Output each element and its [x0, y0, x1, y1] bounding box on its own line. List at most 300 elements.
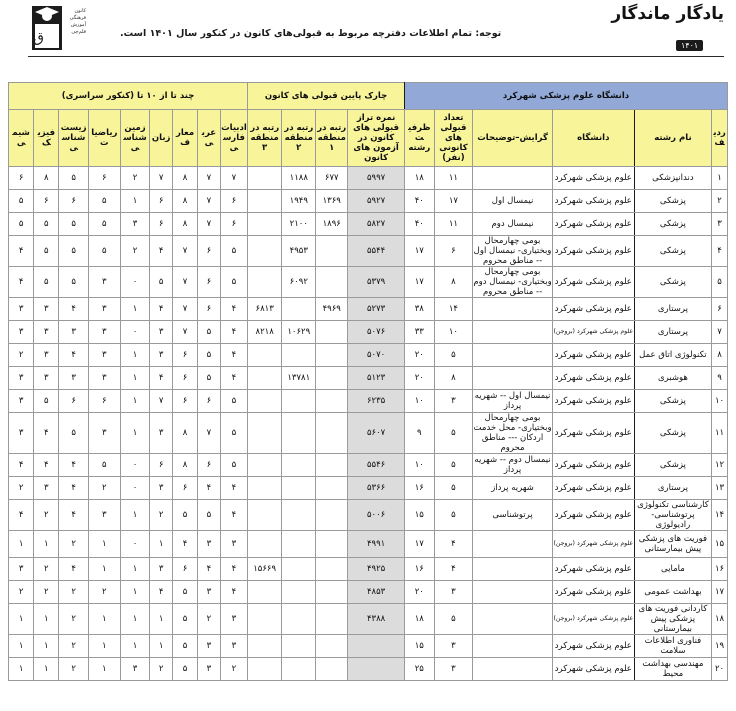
table-cell-zaban: ۳ — [150, 321, 173, 344]
group-university-title: دانشگاه علوم پزشکی شهرکرد — [405, 83, 728, 110]
table-cell-fizik: ۵ — [34, 267, 59, 298]
table-row[interactable] — [9, 167, 728, 190]
table-cell-radif: ۱۶ — [712, 558, 728, 581]
table-cell-radif: ۲۰ — [712, 658, 728, 681]
group-header-row — [9, 83, 728, 110]
table-cell-zaminshenasi: ۳ — [120, 213, 150, 236]
table-cell-university: علوم پزشکی شهرکرد — [552, 344, 634, 367]
table-cell-rank-region3 — [248, 531, 282, 558]
table-cell-rank-region3 — [248, 413, 282, 454]
table-cell-rank-region2 — [282, 454, 316, 477]
table-cell-adabiyat: ۴ — [220, 298, 247, 321]
table-cell-shimi: ۱ — [9, 531, 34, 558]
table-cell-accepted-count: ۵ — [434, 454, 473, 477]
table-cell-accepted-count: ۱۱ — [434, 213, 473, 236]
table-cell-capacity: ۱۸ — [405, 604, 435, 635]
table-cell-field-name: کاردانی فوریت های پزشکی پیش بیمارستانی — [634, 604, 711, 635]
table-cell-zistshenasi: ۴ — [59, 298, 89, 321]
th-university: دانشگاه — [552, 110, 634, 167]
table-cell-accepted-count: ۳ — [434, 635, 473, 658]
table-row[interactable] — [9, 321, 728, 344]
table-cell-score: ۵۹۲۷ — [348, 190, 405, 213]
table-cell-zistshenasi: ۴ — [59, 500, 89, 531]
table-cell-zaban: ۲ — [150, 500, 173, 531]
table-cell-rank-region1 — [316, 635, 348, 658]
table-cell-maaref: ۷ — [173, 236, 198, 267]
table-cell-rank-region2 — [282, 298, 316, 321]
table-cell-adabiyat: ۵ — [220, 236, 247, 267]
table-cell-rank-region1 — [316, 321, 348, 344]
table-cell-accepted-count: ۵ — [434, 500, 473, 531]
table-cell-zistshenasi: ۲ — [59, 635, 89, 658]
table-cell-maaref: ۵ — [173, 604, 198, 635]
table-cell-radif: ۸ — [712, 344, 728, 367]
table-cell-score: ۶۲۳۵ — [348, 390, 405, 413]
th-rank-region-1: رتبه در منطقه ۱ — [316, 110, 348, 167]
column-header-row — [9, 110, 728, 167]
table-cell-arabi: ۵ — [198, 500, 221, 531]
table-cell-university: علوم پزشکی شهرکرد — [552, 167, 634, 190]
table-cell-zaminshenasi: ۱ — [120, 344, 150, 367]
table-cell-notes — [473, 344, 553, 367]
table-cell-shimi: ۳ — [9, 413, 34, 454]
table-cell-shimi: ۳ — [9, 321, 34, 344]
table-cell-rank-region2: ۱۰۶۲۹ — [282, 321, 316, 344]
table-cell-rank-region2: ۲۱۰۰ — [282, 213, 316, 236]
table-cell-maaref: ۵ — [173, 635, 198, 658]
table-cell-maaref: ۷ — [173, 321, 198, 344]
table-cell-zaban: ۴ — [150, 298, 173, 321]
table-cell-notes: نیمسال دوم — [473, 213, 553, 236]
table-cell-zaban: ۶ — [150, 454, 173, 477]
table-cell-adabiyat: ۵ — [220, 413, 247, 454]
table-cell-arabi: ۶ — [198, 454, 221, 477]
table-row[interactable] — [9, 581, 728, 604]
table-cell-rank-region3 — [248, 213, 282, 236]
table-cell-shimi: ۱ — [9, 635, 34, 658]
table-cell-riaziat: ۳ — [88, 298, 120, 321]
th-orientation-notes: گرایش–توضیحات — [473, 110, 553, 167]
table-cell-shimi: ۴ — [9, 500, 34, 531]
admissions-table — [8, 82, 728, 681]
table-cell-arabi: ۴ — [198, 558, 221, 581]
table-cell-zaminshenasi: ۳ — [120, 658, 150, 681]
table-cell-capacity: ۲۵ — [405, 658, 435, 681]
table-cell-rank-region3 — [248, 500, 282, 531]
table-cell-riaziat: ۱ — [88, 658, 120, 681]
table-cell-accepted-count: ۵ — [434, 413, 473, 454]
table-cell-riaziat: ۵ — [88, 213, 120, 236]
table-cell-maaref: ۵ — [173, 581, 198, 604]
table-cell-zaminshenasi: ۰ — [120, 477, 150, 500]
table-cell-rank-region3 — [248, 190, 282, 213]
table-row[interactable] — [9, 454, 728, 477]
table-cell-maaref: ۵ — [173, 500, 198, 531]
table-cell-fizik: ۴ — [34, 413, 59, 454]
table-cell-zistshenasi: ۴ — [59, 477, 89, 500]
table-cell-score: ۴۸۵۳ — [348, 581, 405, 604]
header-divider — [28, 56, 724, 57]
table-cell-field-name: هوشبری — [634, 367, 711, 390]
table-cell-notes: نیمسال دوم -- شهریه پرداز — [474, 455, 551, 475]
table-cell-radif: ۴ — [712, 236, 728, 267]
table-cell-adabiyat: ۳ — [220, 531, 247, 558]
table-row[interactable] — [9, 477, 728, 500]
table-cell-score: ۵۶۰۷ — [348, 413, 405, 454]
table-cell-rank-region2 — [282, 604, 316, 635]
table-cell-rank-region3 — [248, 635, 282, 658]
table-cell-zistshenasi: ۳ — [59, 367, 89, 390]
table-cell-notes: نیمسال اول — [473, 190, 553, 213]
table-cell-field-name: پزشکی — [634, 413, 711, 454]
table-cell-capacity: ۱۵ — [405, 500, 435, 531]
table-cell-zaban: ۳ — [150, 477, 173, 500]
table-cell-maaref: ۸ — [173, 167, 198, 190]
table-cell-fizik: ۳ — [34, 477, 59, 500]
table-cell-notes: بومی چهارمحال وبختیاری- نیمسال دوم -- مناطق محروم — [473, 267, 552, 297]
table-row[interactable] — [9, 267, 728, 298]
table-cell-zaban: ۳ — [150, 413, 173, 454]
table-cell-riaziat: ۳ — [88, 367, 120, 390]
table-cell-adabiyat: ۴ — [220, 581, 247, 604]
table-cell-riaziat: ۳ — [88, 321, 120, 344]
table-cell-field-name: پزشکی — [634, 190, 711, 213]
table-cell-shimi: ۵ — [9, 213, 34, 236]
table-cell-notes — [473, 367, 553, 390]
logo-subtitle: کانون فرهنگی آموزش قلم‌چی — [69, 8, 86, 35]
th-arabi: عربی — [198, 110, 221, 167]
table-cell-field-name: پرستاری — [634, 477, 711, 500]
table-cell-capacity: ۳۳ — [405, 321, 435, 344]
table-cell-riaziat: ۱ — [88, 558, 120, 581]
table-cell-adabiyat: ۲ — [220, 658, 247, 681]
table-cell-radif: ۱۰ — [712, 390, 728, 413]
table-row[interactable] — [9, 367, 728, 390]
table-cell-score: ۴۳۸۸ — [348, 604, 405, 635]
table-cell-zaban: ۱ — [150, 635, 173, 658]
table-cell-rank-region3 — [248, 167, 282, 190]
table-cell-university: علوم پزشکی شهرکرد — [552, 213, 634, 236]
table-body — [9, 167, 728, 681]
table-row[interactable] — [9, 558, 728, 581]
table-cell-university: علوم پزشکی شهرکرد (بروجن) — [552, 531, 634, 558]
table-cell-score: ۵۰۷۰ — [348, 344, 405, 367]
table-cell-arabi: ۲ — [198, 604, 221, 635]
table-cell-rank-region1 — [316, 604, 348, 635]
table-cell-arabi: ۷ — [198, 167, 221, 190]
table-cell-zaminshenasi: ۰ — [120, 267, 150, 298]
table-cell-rank-region3 — [248, 454, 282, 477]
table-cell-capacity: ۱۵ — [405, 635, 435, 658]
table-cell-adabiyat: ۴ — [220, 558, 247, 581]
table-cell-rank-region3: ۸۲۱۸ — [248, 321, 282, 344]
table-cell-rank-region1 — [316, 236, 348, 267]
table-cell-field-name: پزشکی — [634, 390, 711, 413]
table-cell-zistshenasi: ۵ — [59, 236, 89, 267]
table-cell-shimi: ۳ — [9, 298, 34, 321]
table-cell-accepted-count: ۳ — [434, 581, 473, 604]
table-cell-zaminshenasi: ۰ — [120, 454, 150, 477]
table-cell-riaziat: ۶ — [88, 390, 120, 413]
table-cell-accepted-count: ۳ — [434, 390, 473, 413]
table-cell-shimi: ۴ — [9, 236, 34, 267]
table-cell-riaziat: ۳ — [88, 344, 120, 367]
table-cell-shimi: ۶ — [9, 167, 34, 190]
table-cell-university: علوم پزشکی شهرکرد — [552, 267, 634, 298]
table-cell-adabiyat: ۴ — [220, 477, 247, 500]
table-cell-rank-region3 — [248, 390, 282, 413]
table-cell-capacity: ۱۰ — [405, 454, 435, 477]
table-cell-fizik: ۳ — [34, 344, 59, 367]
table-cell-rank-region2 — [282, 581, 316, 604]
table-cell-rank-region1 — [316, 267, 348, 298]
table-cell-maaref: ۸ — [173, 413, 198, 454]
table-cell-rank-region3 — [248, 658, 282, 681]
table-cell-radif: ۱۱ — [712, 413, 728, 454]
table-cell-rank-region1 — [316, 390, 348, 413]
table-row[interactable] — [9, 531, 728, 558]
table-row[interactable] — [9, 190, 728, 213]
table-cell-capacity: ۲۰ — [405, 367, 435, 390]
table-cell-notes — [473, 167, 553, 190]
table-cell-radif: ۶ — [712, 298, 728, 321]
table-row[interactable] — [9, 236, 728, 267]
table-cell-shimi: ۴ — [9, 267, 34, 298]
table-cell-accepted-count: ۱۱ — [434, 167, 473, 190]
table-cell-riaziat: ۳ — [88, 413, 120, 454]
table-cell-score — [348, 635, 405, 658]
table-cell-fizik: ۳ — [34, 321, 59, 344]
table-cell-zistshenasi: ۶ — [59, 390, 89, 413]
table-cell-university: علوم پزشکی شهرکرد — [552, 236, 634, 267]
page-note: توجه: تمام اطلاعات دفترچه مربوط به قبولی‌های کانون در کنکور سال ۱۴۰۱ است. — [120, 28, 502, 39]
table-cell-notes: بومی چهارمحال وبختیاری- نیمسال اول -- مناطق محروم — [473, 236, 552, 266]
table-cell-adabiyat: ۷ — [220, 167, 247, 190]
table-cell-field-name: پرستاری — [634, 321, 711, 344]
table-cell-university: علوم پزشکی شهرکرد — [552, 558, 634, 581]
table-cell-fizik: ۲ — [34, 500, 59, 531]
th-rank-region-2: رتبه در منطقه ۲ — [282, 110, 316, 167]
table-row[interactable] — [9, 500, 728, 531]
th-adabiyat: ادبیات فارسی — [220, 110, 247, 167]
table-cell-zaminshenasi: ۲ — [120, 236, 150, 267]
table-cell-zaban: ۷ — [150, 167, 173, 190]
table-cell-arabi: ۳ — [198, 658, 221, 681]
th-zaminshenasi: زمین شناسی — [120, 110, 150, 167]
table-cell-field-name: پزشکی — [634, 236, 711, 267]
table-cell-zaban: ۶ — [150, 190, 173, 213]
table-cell-rank-region2 — [282, 344, 316, 367]
table-cell-rank-region1: ۴۹۶۹ — [316, 298, 348, 321]
table-cell-zaminshenasi: ۱ — [120, 390, 150, 413]
table-cell-rank-region3 — [248, 581, 282, 604]
table-cell-arabi: ۵ — [198, 344, 221, 367]
table-cell-notes — [473, 658, 553, 681]
table-cell-field-name: فوریت های پزشکی پیش بیمارستانی — [634, 531, 711, 558]
table-cell-accepted-count: ۴ — [434, 558, 473, 581]
table-cell-zaban: ۴ — [150, 367, 173, 390]
table-cell-riaziat: ۲ — [88, 581, 120, 604]
table-cell-riaziat: ۱ — [88, 604, 120, 635]
table-cell-shimi: ۳ — [9, 558, 34, 581]
table-cell-notes: پرتوشناسی — [473, 500, 553, 531]
table-cell-accepted-count: ۵ — [434, 477, 473, 500]
table-cell-accepted-count: ۱۷ — [434, 190, 473, 213]
table-cell-field-name: دندانپزشکی — [634, 167, 711, 190]
table-cell-fizik: ۱ — [34, 604, 59, 635]
table-cell-zistshenasi: ۵ — [59, 413, 89, 454]
table-cell-arabi: ۳ — [198, 581, 221, 604]
table-cell-score: ۴۹۲۵ — [348, 558, 405, 581]
table-cell-riaziat: ۵ — [88, 454, 120, 477]
table-cell-fizik: ۲ — [34, 581, 59, 604]
table-cell-capacity: ۱۶ — [405, 558, 435, 581]
table-cell-field-name: تکنولوژی اتاق عمل — [634, 344, 711, 367]
table-cell-rank-region3: ۶۸۱۳ — [248, 298, 282, 321]
table-cell-field-name: پزشکی — [634, 267, 711, 298]
table-cell-fizik: ۳ — [34, 367, 59, 390]
table-row[interactable] — [9, 658, 728, 681]
table-cell-zaban: ۷ — [150, 390, 173, 413]
table-cell-university: علوم پزشکی شهرکرد (بروجن) — [552, 321, 634, 344]
table-cell-zaminshenasi: ۱ — [120, 367, 150, 390]
table-cell-rank-region3 — [248, 477, 282, 500]
table-cell-field-name: پرستاری — [634, 298, 711, 321]
table-cell-fizik: ۱ — [34, 531, 59, 558]
table-cell-maaref: ۶ — [173, 367, 198, 390]
table-cell-accepted-count: ۶ — [434, 236, 473, 267]
table-cell-rank-region1 — [316, 500, 348, 531]
table-cell-maaref: ۸ — [173, 213, 198, 236]
table-cell-zaminshenasi: ۱ — [120, 298, 150, 321]
table-cell-score: ۵۲۷۳ — [348, 298, 405, 321]
table-cell-fizik: ۸ — [34, 167, 59, 190]
table-cell-score: ۵۳۷۹ — [348, 267, 405, 298]
table-cell-adabiyat: ۴ — [220, 321, 247, 344]
table-cell-fizik: ۳ — [34, 298, 59, 321]
table-row[interactable] — [9, 298, 728, 321]
table-cell-rank-region1 — [316, 477, 348, 500]
table-cell-riaziat: ۶ — [88, 167, 120, 190]
table-row[interactable] — [9, 390, 728, 413]
table-cell-zaminshenasi: ۱ — [120, 604, 150, 635]
table-cell-maaref: ۶ — [173, 477, 198, 500]
table-cell-arabi: ۷ — [198, 213, 221, 236]
table-cell-arabi: ۵ — [198, 321, 221, 344]
table-cell-maaref: ۵ — [173, 658, 198, 681]
table-cell-zaminshenasi: ۱ — [120, 500, 150, 531]
table-cell-fizik: ۵ — [34, 213, 59, 236]
table-cell-rank-region2 — [282, 531, 316, 558]
table-cell-arabi: ۶ — [198, 267, 221, 298]
group-quartile-title: چارک پایین قبولی های کانون — [248, 83, 405, 110]
table-cell-zistshenasi: ۳ — [59, 321, 89, 344]
table-cell-riaziat: ۱ — [88, 635, 120, 658]
table-row[interactable] — [9, 213, 728, 236]
table-cell-accepted-count: ۵ — [434, 604, 473, 635]
table-cell-zistshenasi: ۴ — [59, 558, 89, 581]
table-cell-zaban: ۱ — [150, 604, 173, 635]
table-cell-accepted-count: ۵ — [434, 344, 473, 367]
table-cell-zistshenasi: ۶ — [59, 190, 89, 213]
table-cell-radif: ۳ — [712, 213, 728, 236]
table-cell-capacity: ۱۷ — [405, 236, 435, 267]
table-cell-rank-region2 — [282, 658, 316, 681]
table-cell-zaban: ۱ — [150, 531, 173, 558]
table-cell-shimi: ۴ — [9, 454, 34, 477]
table-cell-shimi: ۳ — [9, 367, 34, 390]
table-cell-radif: ۵ — [712, 267, 728, 298]
table-cell-zaban: ۳ — [150, 558, 173, 581]
table-cell-score: ۴۹۹۱ — [348, 531, 405, 558]
table-row[interactable] — [9, 635, 728, 658]
th-zistshenasi: زیست شناسی — [59, 110, 89, 167]
table-cell-arabi: ۶ — [198, 236, 221, 267]
brand-logo: یادگار ماندگار — [611, 4, 724, 24]
table-cell-zaminshenasi: ۱ — [120, 558, 150, 581]
table-cell-field-name: مهندسی بهداشت محیط — [634, 658, 711, 681]
table-cell-university: علوم پزشکی شهرکرد (بروجن) — [552, 604, 634, 635]
table-cell-adabiyat: ۵ — [220, 454, 247, 477]
table-cell-radif: ۱۹ — [712, 635, 728, 658]
table-cell-zaban: ۳ — [150, 344, 173, 367]
table-cell-shimi: ۲ — [9, 477, 34, 500]
th-maaref: معارف — [173, 110, 198, 167]
table-cell-radif: ۱۵ — [712, 531, 728, 558]
table-cell-rank-region2 — [282, 477, 316, 500]
table-cell-zistshenasi: ۵ — [59, 213, 89, 236]
table-cell-capacity: ۲۰ — [405, 344, 435, 367]
table-cell-fizik: ۵ — [34, 390, 59, 413]
table-cell-capacity: ۲۰ — [405, 581, 435, 604]
table-cell-rank-region2: ۴۹۵۳ — [282, 236, 316, 267]
table-cell-maaref: ۷ — [173, 298, 198, 321]
group-counts-title: چند تا از ۱۰ تا (کنکور سراسری) — [9, 83, 248, 110]
th-kanoon-accepted: تعداد قبولی های کانونی (نفر) — [434, 110, 473, 167]
table-cell-score — [348, 658, 405, 681]
table-cell-radif: ۱۷ — [712, 581, 728, 604]
table-cell-shimi: ۲ — [9, 344, 34, 367]
table-cell-radif: ۱۳ — [712, 477, 728, 500]
page-banner — [0, 0, 736, 62]
table-cell-notes — [473, 321, 553, 344]
th-field-name: نام رشته — [634, 110, 711, 167]
table-cell-rank-region1 — [316, 454, 348, 477]
table-cell-adabiyat: ۳ — [220, 635, 247, 658]
table-cell-capacity: ۴۰ — [405, 190, 435, 213]
table-cell-fizik: ۱ — [34, 658, 59, 681]
table-cell-score: ۵۱۲۳ — [348, 367, 405, 390]
table-cell-arabi: ۵ — [198, 367, 221, 390]
table-cell-maaref: ۸ — [173, 190, 198, 213]
table-cell-university: علوم پزشکی شهرکرد — [552, 298, 634, 321]
table-cell-accepted-count: ۸ — [434, 267, 473, 298]
table-cell-radif: ۹ — [712, 367, 728, 390]
table-row[interactable] — [9, 604, 728, 635]
table-cell-university: علوم پزشکی شهرکرد — [552, 500, 634, 531]
table-row[interactable] — [9, 413, 728, 454]
table-cell-zistshenasi: ۴ — [59, 454, 89, 477]
table-row[interactable] — [9, 344, 728, 367]
table-cell-notes: شهریه پرداز — [473, 477, 553, 500]
table-cell-rank-region2 — [282, 413, 316, 454]
table-cell-fizik: ۶ — [34, 190, 59, 213]
table-cell-arabi: ۶ — [198, 390, 221, 413]
table-cell-zaminshenasi: ۰ — [120, 531, 150, 558]
table-cell-notes — [473, 298, 553, 321]
table-cell-rank-region1 — [316, 658, 348, 681]
table-cell-rank-region3 — [248, 344, 282, 367]
